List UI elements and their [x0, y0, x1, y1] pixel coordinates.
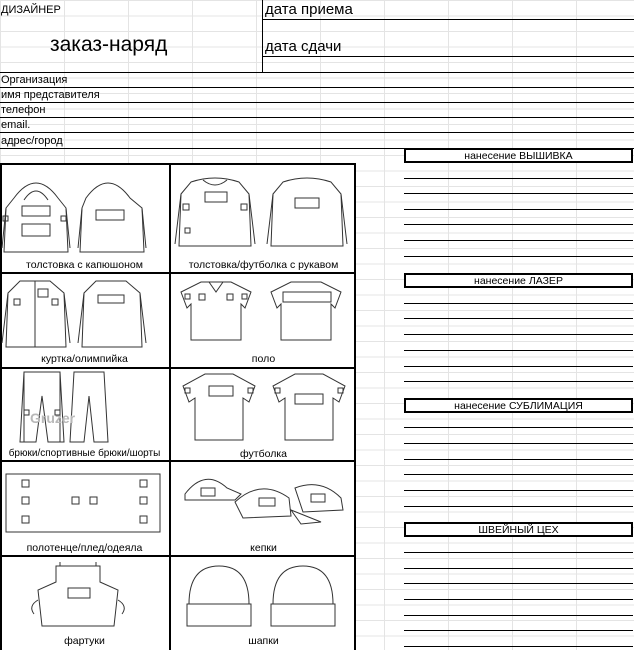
- receive-date-label: дата приема: [265, 1, 353, 18]
- embroidery-line[interactable]: [404, 224, 633, 225]
- product-label-jacket: куртка/олимпийка: [41, 353, 128, 365]
- laser-line[interactable]: [404, 334, 633, 335]
- sewing-line[interactable]: [404, 583, 633, 584]
- embroidery-line[interactable]: [404, 178, 633, 179]
- grid-row-line-4: [0, 555, 356, 557]
- receive-date-line[interactable]: [262, 19, 634, 20]
- section-sewing: ШВЕЙНЫЙ ЦЕХ: [404, 522, 633, 537]
- header-divider: [262, 0, 263, 72]
- sewing-line[interactable]: [404, 630, 633, 631]
- due-date-line[interactable]: [262, 56, 634, 57]
- sewing-line[interactable]: [404, 599, 633, 600]
- laser-line[interactable]: [404, 381, 633, 382]
- sublimation-line[interactable]: [404, 506, 633, 507]
- org-label: Организация: [1, 74, 68, 86]
- product-label-towel: полотенце/плед/одеяла: [26, 542, 143, 554]
- towel-drawing: [0, 464, 168, 540]
- embroidery-line[interactable]: [404, 209, 633, 210]
- embroidery-line[interactable]: [404, 193, 633, 194]
- sewing-line[interactable]: [404, 646, 633, 647]
- sewing-line[interactable]: [404, 552, 633, 553]
- grid-row-line-2: [0, 367, 356, 369]
- header-bottom-line: [0, 72, 634, 73]
- grid-row-line-1: [0, 272, 356, 274]
- phone-label: телефон: [1, 104, 46, 116]
- grid-row-line-3: [0, 460, 356, 462]
- sublimation-line[interactable]: [404, 490, 633, 491]
- hoodie-drawing: [0, 168, 168, 258]
- laser-line[interactable]: [404, 350, 633, 351]
- caps-drawing: [171, 464, 355, 540]
- rep-label: имя представителя: [1, 89, 100, 101]
- section-sublimation: нанесение СУБЛИМАЦИЯ: [404, 398, 633, 413]
- sewing-line[interactable]: [404, 568, 633, 569]
- designer-label: ДИЗАЙНЕР: [1, 4, 61, 16]
- product-label-tshirt: футболка: [240, 448, 287, 460]
- apron-drawing: [0, 560, 168, 632]
- jacket-drawing: [0, 275, 168, 351]
- section-embroidery: нанесение ВЫШИВКА: [404, 148, 633, 163]
- laser-line[interactable]: [404, 366, 633, 367]
- sublimation-line[interactable]: [404, 459, 633, 460]
- email-field-line[interactable]: [0, 132, 634, 133]
- pants-drawing: [0, 370, 168, 446]
- product-label-beanie: шапки: [248, 635, 279, 647]
- polo-drawing: [171, 278, 355, 348]
- embroidery-line[interactable]: [404, 240, 633, 241]
- sublimation-line[interactable]: [404, 427, 633, 428]
- tshirt-drawing: [171, 370, 355, 446]
- sublimation-line[interactable]: [404, 474, 633, 475]
- org-field-line[interactable]: [0, 87, 634, 88]
- rep-field-line[interactable]: [0, 102, 634, 103]
- beanie-drawing: [171, 562, 355, 632]
- product-label-apron: фартуки: [64, 635, 105, 647]
- phone-field-line[interactable]: [0, 117, 634, 118]
- sewing-line[interactable]: [404, 615, 633, 616]
- sweatshirt-drawing: [171, 170, 355, 256]
- sublimation-line[interactable]: [404, 443, 633, 444]
- product-label-polo: поло: [251, 353, 276, 365]
- laser-line[interactable]: [404, 303, 633, 304]
- due-date-label: дата сдачи: [265, 38, 342, 55]
- section-laser: нанесение ЛАЗЕР: [404, 273, 633, 288]
- laser-line[interactable]: [404, 318, 633, 319]
- email-label: email.: [1, 119, 31, 131]
- product-label-hoodie: толстовка с капюшоном: [26, 259, 143, 271]
- watermark: Gruzer: [30, 410, 76, 426]
- address-label: адрес/город: [1, 135, 63, 147]
- page-title: заказ-наряд: [50, 33, 168, 56]
- product-label-caps: кепки: [250, 542, 277, 554]
- embroidery-line[interactable]: [404, 256, 633, 257]
- product-label-pants: брюки/спортивные брюки/шорты: [8, 448, 161, 459]
- product-label-sweatshirt: толстовка/футболка с рукавом: [188, 259, 339, 271]
